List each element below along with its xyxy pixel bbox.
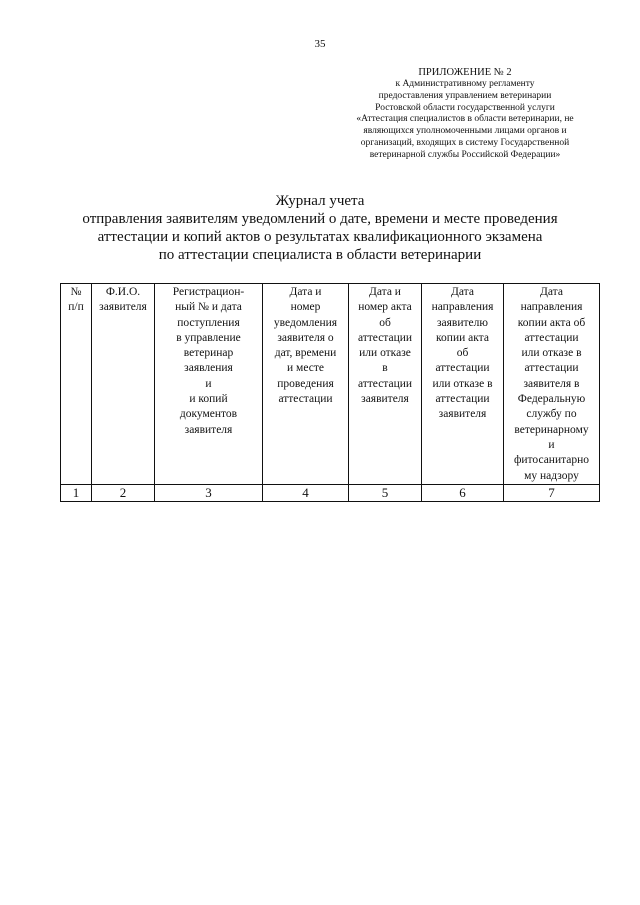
column-header: № п/п	[61, 284, 92, 485]
journal-title	[60, 192, 580, 264]
page-number: 35	[314, 38, 326, 50]
column-header: Дата и номер акта об аттестации или отказе в аттестации заявителя	[349, 284, 422, 485]
appendix-heading: ПРИЛОЖЕНИЕ № 2	[418, 67, 512, 78]
column-number: 5	[349, 484, 422, 501]
column-number: 1	[61, 484, 92, 501]
appendix-line: к Административному регламенту	[395, 79, 535, 89]
column-header: Дата направления заявителю копии акта об аттестации или отказе в аттестации заявителя	[422, 284, 504, 485]
journal-table	[60, 283, 600, 502]
appendix-line: являющихся уполномоченными лицами органов и	[363, 126, 567, 137]
column-number: 7	[504, 484, 600, 501]
column-header: Дата направления копии акта об аттестации или отказе в аттестации заявителя в Федеральную службу по ветеринарному и фитосанитарно му надзору	[504, 284, 600, 485]
column-number: 3	[155, 484, 263, 501]
column-header: Ф.И.О. заявителя	[92, 284, 155, 485]
journal-title-line: отправления заявителям уведомлений о дате, времени и месте проведения	[82, 211, 558, 227]
journal-title-line: аттестации и копий актов о результатах квалификационного экзамена	[97, 229, 543, 245]
column-number: 4	[263, 484, 349, 501]
appendix-line: Ростовской области государственной услуги	[375, 102, 555, 113]
column-header: Регистрацион- ный № и дата поступления в управление ветеринар заявления и и копий документов заявителя	[155, 284, 263, 485]
appendix-line: предоставления управлением ветеринарии	[378, 90, 552, 101]
journal-title-line: Журнал учета	[275, 193, 365, 209]
column-header: Дата и номер уведомления заявителя о дат, времени и месте проведения аттестации	[263, 284, 349, 485]
appendix-line: «Аттестация специалистов в области ветеринарии, не	[356, 114, 574, 125]
table-header-row	[61, 284, 600, 485]
column-number: 2	[92, 484, 155, 501]
appendix-line: организаций, входящих в систему Государственной	[360, 137, 570, 148]
journal-title-line: по аттестации специалиста в области ветеринарии	[158, 247, 482, 263]
table-row	[61, 484, 600, 501]
appendix-line: ветеринарной службы Российской Федерации»	[369, 149, 561, 160]
appendix-block	[330, 66, 600, 162]
column-number: 6	[422, 484, 504, 501]
